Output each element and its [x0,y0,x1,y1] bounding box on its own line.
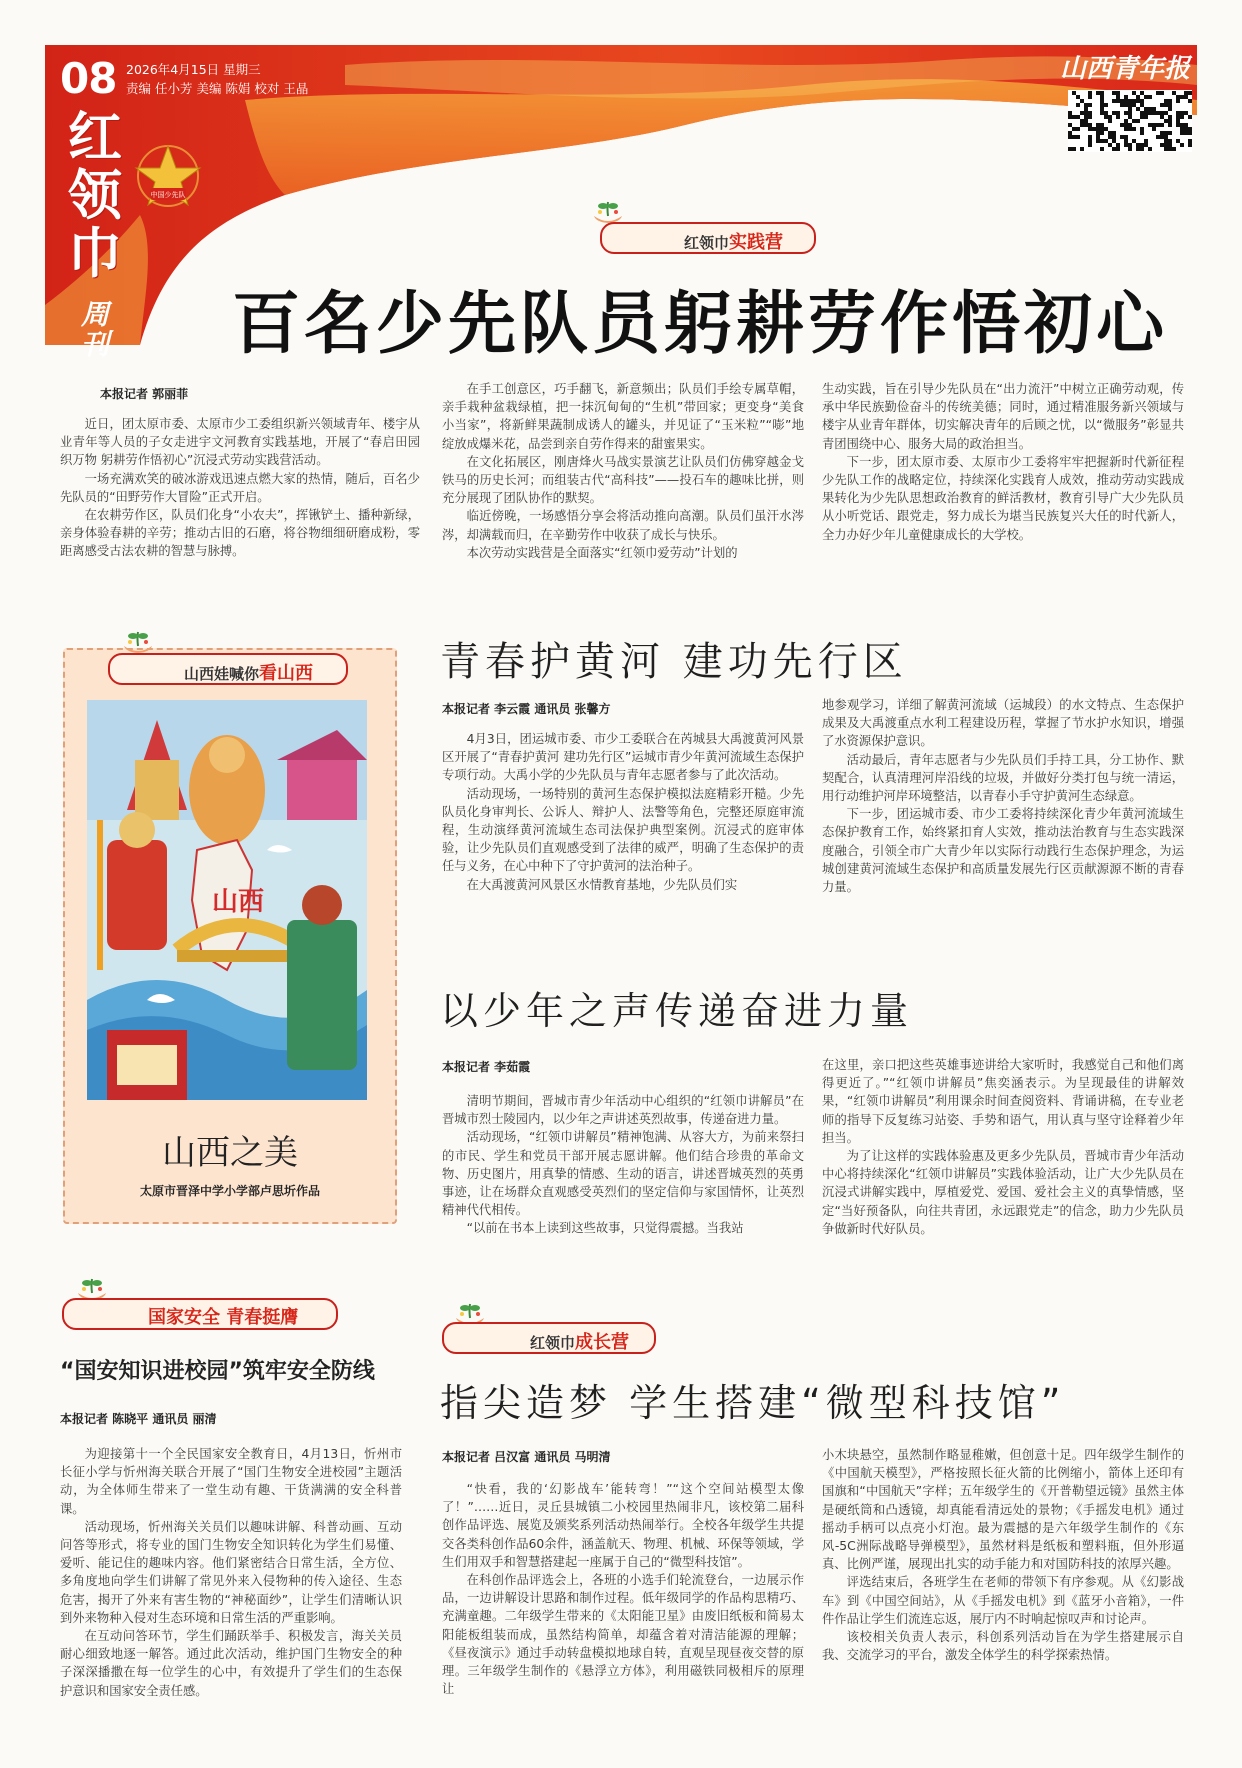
sprout-in-hands-icon [120,628,156,654]
qr-module [1160,123,1164,127]
newspaper-logo: 山西青年报 [1060,54,1191,84]
qr-module [1168,131,1172,135]
article2-col2 [822,696,1184,896]
qr-module [1076,135,1080,139]
article1-col2 [442,380,804,562]
column-brand-sub [75,300,115,360]
byline-article3: 本报记者 李茹霞 [442,1060,531,1074]
article5-col1 [442,1480,804,1698]
headline-article5: 指尖造梦 学生搭建“微型科技馆” [440,1381,1066,1425]
article1-col1 [60,415,420,561]
article3-col1 [442,1092,804,1238]
qr-module [1076,103,1080,107]
qr-module [1100,131,1104,135]
paragraph: 下一步，团运城市委、市少工委将持续深化青少年黄河流域生态保护教育工作，始终紧扣育人实效，推动法治教育与生态实践深度融合，引领全市广大青少年以实际行动践行生态保护理念，为运城创建黄河流域生态保护和高质量发展先行区贡献源源不断的青春力量。 [822,807,1184,895]
sprout-in-hands-icon [590,198,626,224]
qr-module [1088,103,1092,107]
section-label-practice-text: 红领巾实践营 [684,232,784,253]
brand-sub-char-1: 周 [80,298,109,331]
headline-article1: 百名少先队员躬耕劳作悟初心 [232,284,1169,364]
paragraph: 为迎接第十一个全民国家安全教育日，4月13日，忻州市长征小学与忻州海关联合开展了“国门生物安全进校园”主题活动，为全体师生带来了一堂生动有趣、干货满满的安全科普课。 [60,1447,402,1516]
article2-col1 [442,730,804,894]
paragraph: 在文化拓展区，刚唐烽火马战实景演艺让队员们仿佛穿越金戈铁马的历史长河；而组装古代“高科技”——投石车的趣味比拼，则充分展现了团队协作的默契。 [442,454,804,506]
byline-article4: 本报记者 陈晓平 通讯员 丽清 [60,1412,217,1426]
qr-module [1168,107,1172,111]
paragraph: 在科创作品评选会上，各班的小选手们轮流登台，一边展示作品，一边讲解设计思路和制作过程。低年级同学的作品构思精巧、充满童趣。二年级学生带来的《太阳能卫星》由废旧纸板和简易太阳能板组装而成，虽然结构简单，却蕴含着对清洁能源的理解；《昼夜演示》通过手动转盘模拟地球自转，直观呈现昼夜交替的原理。三年级学生制作的《悬浮立方体》，利用磁铁同极相斥的原理让 [442,1573,804,1697]
headline-article3: 以少年之声传递奋进力量 [440,989,914,1033]
qr-module [1100,147,1104,151]
section-label-growth-text: 红领巾成长营 [530,1332,630,1353]
qr-module [1144,115,1148,119]
qr-module [1088,143,1092,147]
qr-module [1180,143,1184,147]
qr-module [1104,103,1108,107]
paragraph: 在大禹渡黄河风景区水情教育基地，少先队员们实 [466,877,738,892]
paragraph: 生动实践，旨在引导少先队员在“出力流汗”中树立正确劳动观，传承中华民族勤俭奋斗的传统美德；同时，通过精准服务新兴领域与楼宇从业青年群体，切实解决青年的后顾之忧，以“微服务”彰显共青团围绕中心、服务大局的政治担当。 [822,382,1184,451]
page-number: 08 [60,54,117,103]
qr-module [1172,147,1176,151]
qr-module [1128,147,1132,151]
section-label-security-text: 国家安全 青春挺膺 [148,1307,299,1328]
paragraph: 活动最后，青年志愿者与少先队员们手持工具，分工协作、默契配合，认真清理河岸沿线的垃圾，并做好分类打包与统一清运，用行动维护河岸环境整洁，以青春小手守护黄河生态绿意。 [822,752,1184,804]
paragraph: 本次劳动实践营是全面落实“红领巾爱劳动”计划的 [466,545,738,560]
qr-module [1072,147,1076,151]
section-label-shanxi-text: 山西娃喊你看山西 [184,663,314,684]
artwork-title: 山西之美 [162,1133,298,1173]
paragraph: 下一步，团太原市委、太原市少工委将牢牢把握新时代新征程少先队工作的战略定位，持续深化实践育人成效，推动劳动实践成果转化为少先队思想政治教育的鲜活教材，教育引导广大少先队员从小听党话、跟党走，努力成长为堪当民族复兴大任的时代新人，全力办好少年儿童健康成长的大学校。 [822,454,1184,542]
byline-article5: 本报记者 吕汉富 通讯员 马明清 [442,1450,611,1464]
article1-col3 [822,380,1184,544]
paragraph: 活动现场，忻州海关关员们以趣味讲解、科普动画、互动问答等形式，将专业的国门生物安全知识转化为学生们易懂、爱听、能记住的趣味内容。他们紧密结合日常生活，全方位、多角度地向学生们讲解了常见外来入侵物种的传入途径、生态危害，揭开了外来有害生物的“神秘面纱”，让学生们清晰认识到外来物种入侵对生态环境和日常生活的严重影响。 [60,1519,402,1625]
paragraph: 地参观学习，详细了解黄河流域（运城段）的水文特点、生态保护成果及大禹渡重点水利工程建设历程，掌握了节水护水知识，增强了水资源保护意识。 [822,698,1184,749]
qr-module [1188,99,1192,103]
paragraph: 该校相关负责人表示，科创系列活动旨在为学生搭建展示自我、交流学习的平台，激发全体学生的科学探索热情。 [822,1630,1184,1663]
qr-module [1080,147,1084,151]
paragraph: 在互动问答环节，学生们踊跃举手、积极发言，海关关员耐心细致地逐一解答。通过此次活动，维护国门生物安全的种子深深播撒在每一位学生的心中，有效提升了学生们的生态保护意识和国家安全责任感。 [60,1629,402,1698]
qr-module [1116,147,1120,151]
paragraph: 评选结束后，各班学生在老师的带领下有序参观。从《幻影战车》到《中国空间站》，从《手摇发电机》到《蓝牙小音箱》，一件件作品让学生们流连忘返，展厅内不时响起惊叹声和讨论声。 [822,1575,1184,1626]
badge-text: 中国少先队 [150,191,186,199]
paragraph: 小木块悬空，虽然制作略显稚嫩，但创意十足。四年级学生制作的《中国航天模型》，严格按照长征火箭的比例缩小，箭体上还印有国旗和“中国航天”字样；五年级学生的《开普勒望远镜》虽然主体是硬纸筒和凸透镜，却真能看清远处的景物；《手摇发电机》通过摇动手柄可以点亮小灯泡。最为震撼的是六年级学生制作的《东风-5C洲际战略导弹模型》，虽然材料是纸板和塑料瓶，但外形逼真、比例严谨，展现出扎实的动手能力和对国防科技的浓厚兴趣。 [822,1448,1184,1572]
qr-module [1088,95,1092,99]
qr-module [1140,131,1144,135]
paragraph: 清明节期间，晋城市青少年活动中心组织的“红领巾讲解员”在晋城市烈士陵园内，以少年之声讲述英烈故事，传递奋进力量。 [442,1094,804,1127]
qr-module [1180,115,1184,119]
paragraph: 活动现场，“红领巾讲解员”精神饱满、从容大方，为前来祭扫的市民、学生和党员干部开展志愿讲解。他们结合珍贵的革命文物、历史图片，用真挚的情感、生动的语言，讲述晋城英烈的英勇事迹，让在场群众直观感受英烈们的坚定信仰与家国情怀，让英烈精神代代相传。 [442,1130,804,1218]
paragraph: 为了让这样的实践体验惠及更多少先队员，晋城市青少年活动中心将持续深化“红领巾讲解员”实践体验活动，让广大少先队员在沉浸式讲解实践中，厚植爱党、爱国、爱社会主义的真挚情感，坚定“当好预备队，向往共青团，永远跟党走”的信念，助力少先队员争做新时代好队员。 [822,1149,1184,1236]
qr-module [1176,99,1180,103]
qr-module [1116,115,1120,119]
column-brand [60,105,130,285]
qr-module [1076,127,1080,131]
brand-char-1: 红 [68,105,122,169]
paragraph: 4月3日，团运城市委、市少工委联合在芮城县大禹渡黄河风景区开展了“青春护黄河 建功先行区”运城市青少年黄河流域生态保护专项行动。大禹小学的少先队员与青年志愿者参与了此次活动。 [442,732,804,783]
paragraph: 临近傍晚，一场感悟分享会将活动推向高潮。队员们虽汗水涔涔，却满载而归，在辛勤劳作中收获了成长与快乐。 [442,509,804,542]
qr-module [1168,123,1172,127]
qr-module [1088,115,1092,119]
qr-module [1148,147,1152,151]
byline-article1: 本报记者 郭丽菲 [100,387,189,401]
paragraph: “快看，我的‘幻影战车’能转弯！”“这个空间站模型太像了！”……近日，灵丘县城镇二小校园里热闹非凡，该校第二届科创作品评选、展览及颁奖系列活动热闹举行。全校各年级学生共提交各类科创作品60余件，涵盖航天、物理、机械、环保等领域，学生们用双手和智慧搭建起一座属于自己的“微型科技馆”。 [442,1482,804,1569]
headline-article4: “国安知识进校园”筑牢安全防线 [60,1359,375,1384]
brand-char-3: 巾 [68,221,122,285]
paragraph: 近日，团太原市委、太原市少工委组织新兴领域青年、楼宇从业青年等人员的子女走进宇文河教育实践基地，开展了“春启田园织万物 躬耕劳作悟初心”沉浸式劳动实践营活动。 [60,417,420,468]
qr-module [1160,91,1164,95]
painting-map-text: 山西 [212,887,265,917]
paragraph: 在这里，亲口把这些英雄事迹讲给大家听时，我感觉自己和他们离得更近了。”“红领巾讲解员”焦奕涵表示。为呈现最佳的讲解效果，“红领巾讲解员”利用课余时间查阅资料、背诵讲稿，在专业老师的指导下反复练习站姿、手势和语气，用认真与坚守诠释着少年担当。 [822,1058,1184,1145]
date-line: 2026年4月15日 星期三 [126,62,261,77]
paragraph: “以前在书本上读到这些故事，只觉得震撼。当我站 [466,1221,744,1236]
article3-col2 [822,1056,1184,1238]
star-badge-icon [132,140,204,212]
article4-col1 [60,1445,402,1700]
paragraph: 在手工创意区，巧手翻飞，新意频出；队员们手绘专属草帽，亲手栽种盆栽绿植，把一抹沉甸甸的“生机”带回家；更变身“美食小当家”，将新鲜果蔬制成诱人的罐头，并见证了“玉米粒”“嘭”地绽放成爆米花，品尝到亲自劳作得来的甜蜜果实。 [442,382,804,451]
brand-char-2: 领 [68,163,122,227]
qr-module [1132,127,1136,131]
artwork-credit: 太原市晋泽中学小学部卢思圻作品 [139,1184,320,1198]
qr-code-icon[interactable] [1068,90,1192,152]
qr-module [1140,147,1144,151]
qr-module [1188,91,1192,95]
paragraph: 一场充满欢笑的破冰游戏迅速点燃大家的热情，随后，百名少先队员的“田野劳作大冒险”正式开启。 [60,471,420,504]
qr-module [1188,143,1192,147]
qr-module [1152,127,1156,131]
qr-module [1188,115,1192,119]
qr-module [1108,119,1112,123]
article5-col2 [822,1446,1184,1664]
staff-line: 责编 任小芳 美编 陈娟 校对 王晶 [126,81,309,96]
byline-article2: 本报记者 李云霞 通讯员 张馨方 [442,702,611,716]
paragraph: 活动现场，一场特别的黄河生态保护模拟法庭精彩开糙。少先队员化身审判长、公诉人、辩护人、法警等角色，完整还原庭审流程，生动演绎黄河流域生态司法保护典型案例。沉浸式的庭审体验，让少先队员们直观感受到了法律的威严，明确了生态保护的责任与义务，在心中种下了守护黄河的法治种子。 [442,786,804,874]
headline-article2: 青春护黄河 建功先行区 [440,639,908,685]
qr-module [1188,131,1192,135]
qr-module [1148,95,1152,99]
qr-module [1136,119,1140,123]
painting-image [87,700,367,1100]
paragraph: 在农耕劳作区，队员们化身“小农夫”，挥锹铲土、播种新绿，亲身体验春耕的辛劳；推动古旧的石磨，将谷物细细研磨成粉，零距离感受古法农耕的智慧与脉搏。 [60,508,420,559]
brand-sub-char-2: 刊 [80,328,109,361]
